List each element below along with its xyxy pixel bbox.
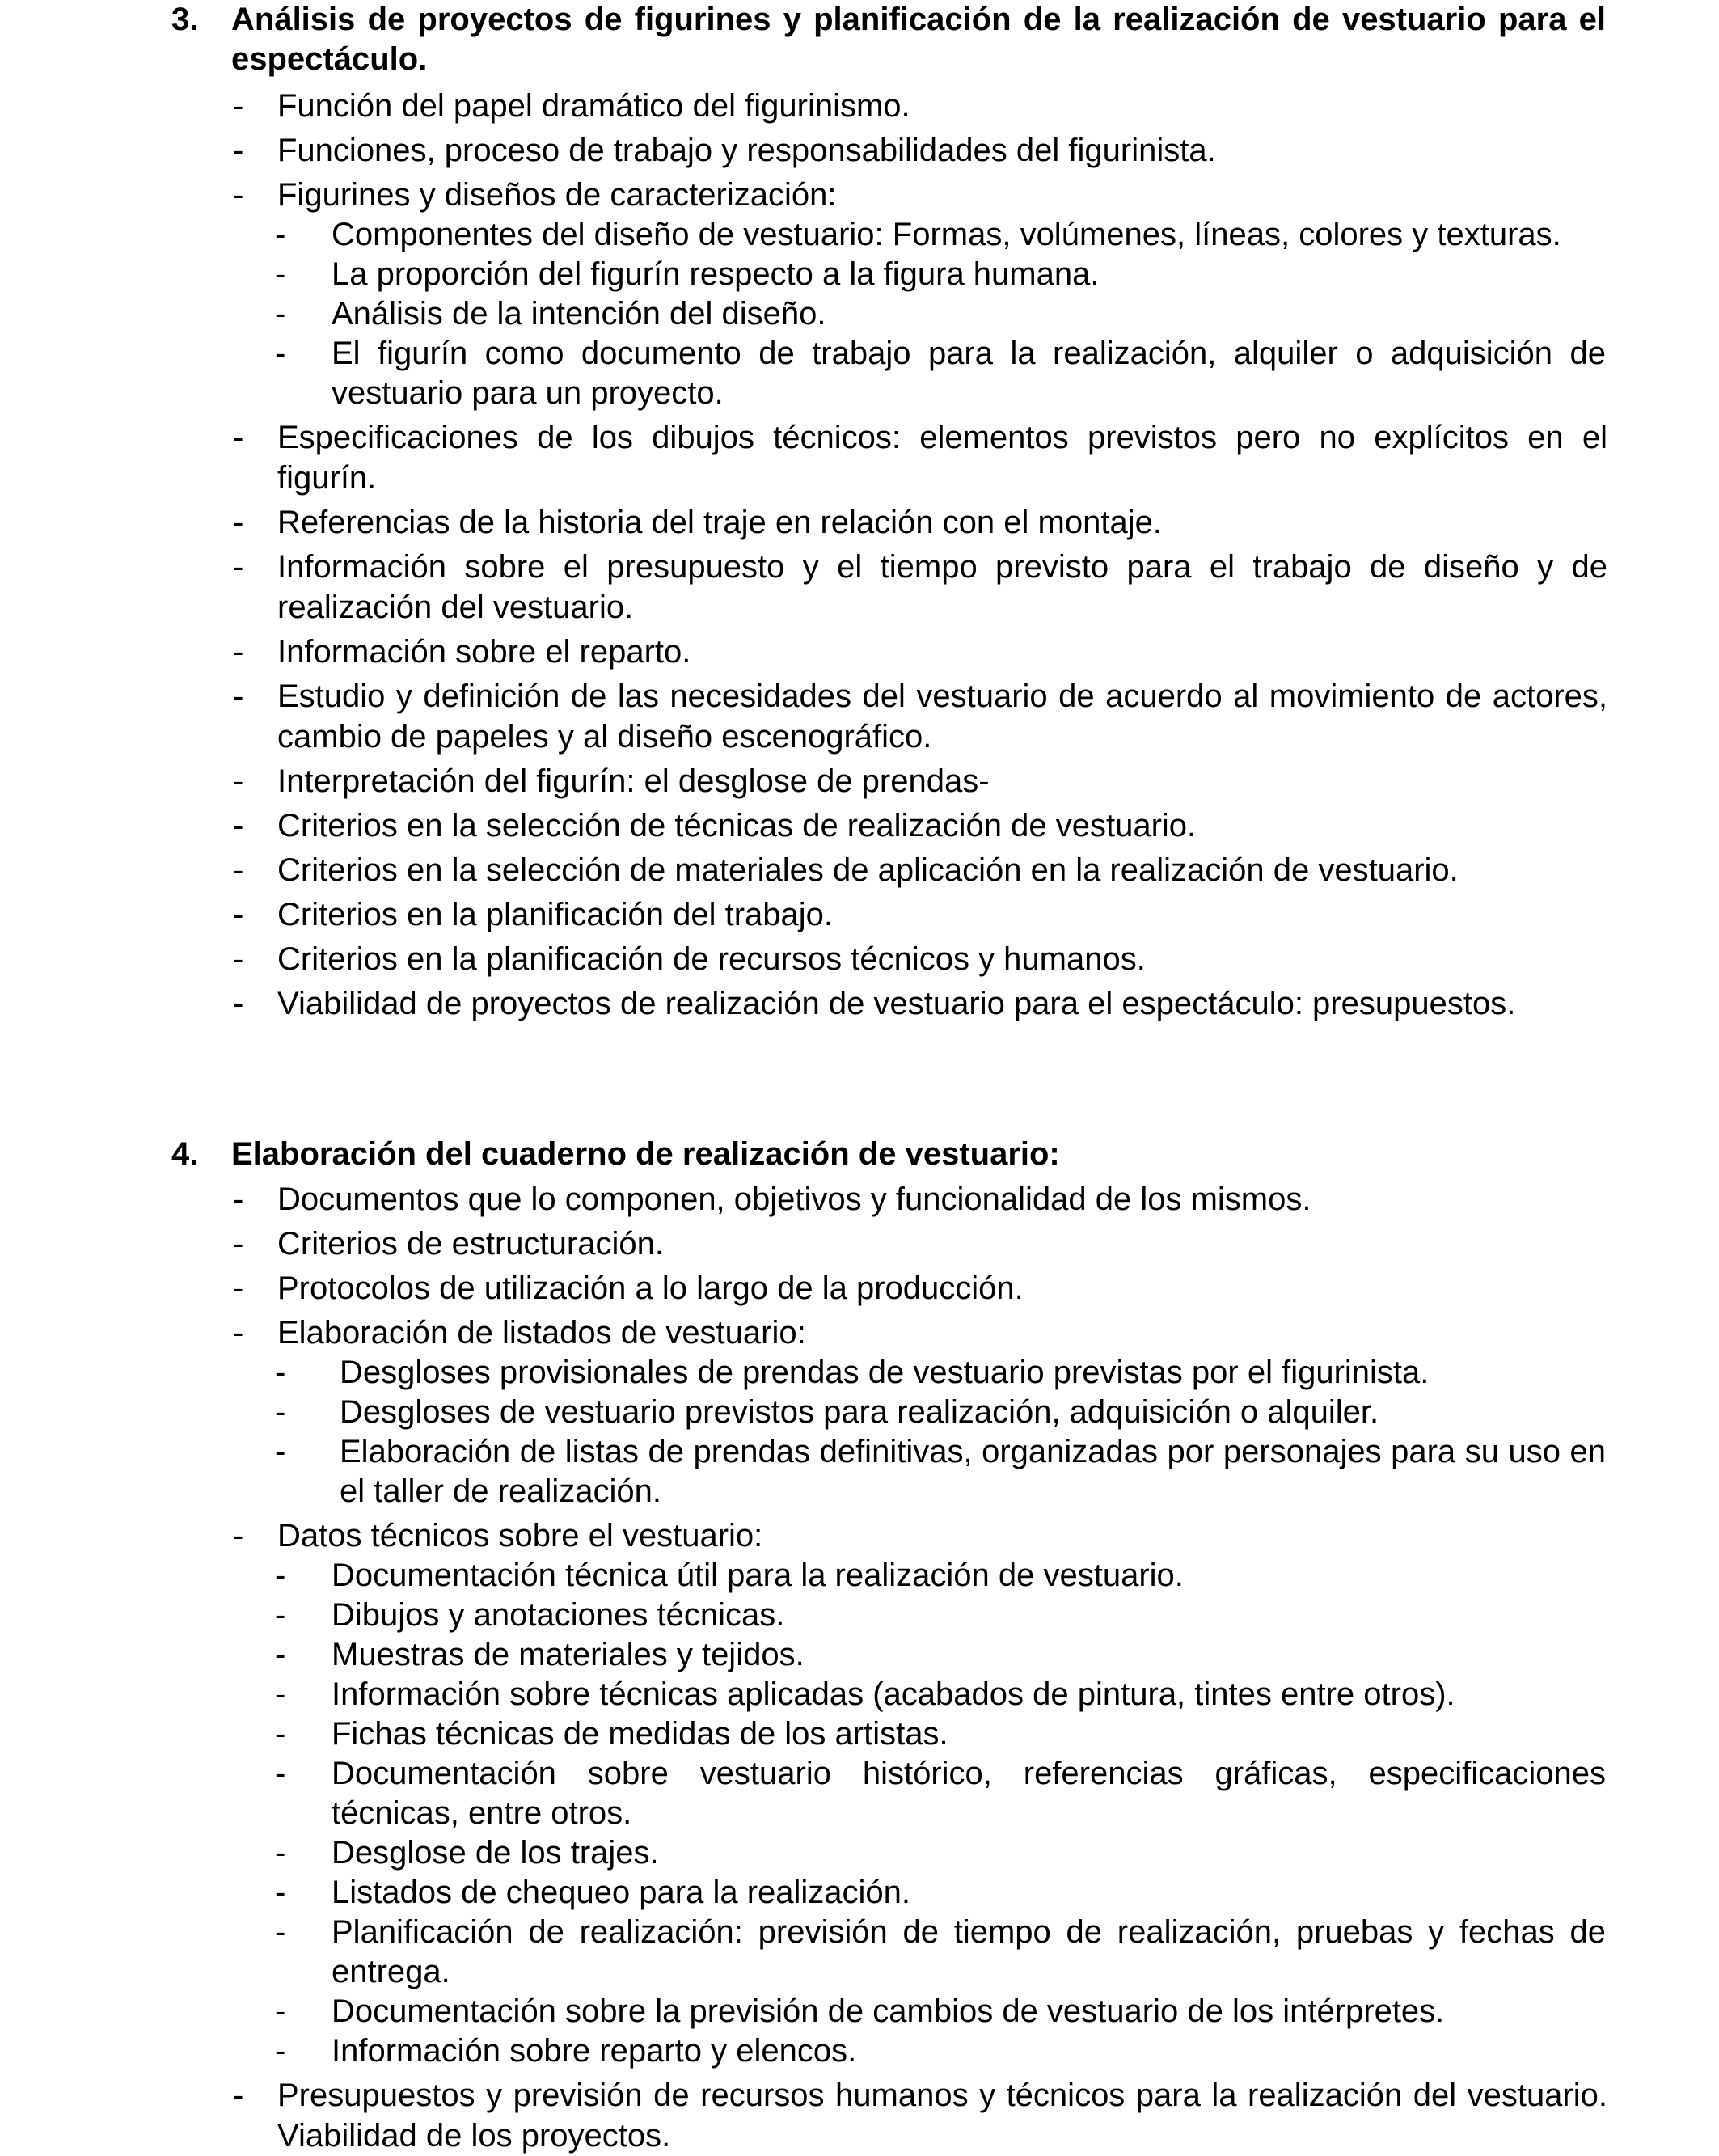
list-item-text: Presupuestos y previsión de recursos humanos y técnicos para la realización del vestuario. Viabilidad de los proyectos. bbox=[277, 2078, 1607, 2154]
list-item bbox=[233, 502, 1607, 543]
bullet-dash: - bbox=[233, 1270, 244, 1306]
list-item bbox=[233, 850, 1607, 890]
bullet-dash: - bbox=[233, 634, 244, 670]
list-item bbox=[233, 86, 1607, 126]
sub-list-item bbox=[275, 1992, 1606, 2031]
sub-list-item bbox=[275, 2031, 1606, 2071]
bullet-dash: - bbox=[233, 1518, 244, 1554]
section-number: 3. bbox=[171, 2, 199, 37]
sub-list-item-text: Planificación de realización: previsión de tiempo de realización, pruebas y fechas de entrega. bbox=[332, 1914, 1606, 1989]
bullet-dash: - bbox=[275, 1355, 286, 1390]
bullet-dash: - bbox=[233, 808, 244, 843]
sub-list-item bbox=[275, 1873, 1606, 1913]
sub-list-item-text: Documentación técnica útil para la realización de vestuario. bbox=[332, 1558, 1184, 1593]
bullet-dash: - bbox=[233, 88, 244, 124]
sub-list-item-text: Elaboración de listas de prendas definitivas, organizadas por personajes para su uso en el taller de realización. bbox=[340, 1434, 1606, 1509]
section-title: Elaboración del cuaderno de realización de vestuario: bbox=[231, 1136, 1060, 1172]
sub-list-item bbox=[275, 1393, 1606, 1432]
list-item-text: Interpretación del figurín: el desglose de prendas- bbox=[277, 763, 990, 799]
list-item-text: Estudio y definición de las necesidades del vestuario de acuerdo al movimiento de actores, cambio de papeles y al diseño escenográfico. bbox=[277, 679, 1607, 755]
list-item-text: Datos técnicos sobre el vestuario: bbox=[277, 1518, 763, 1554]
bullet-dash: - bbox=[233, 763, 244, 799]
list-item bbox=[233, 676, 1607, 757]
bullet-dash: - bbox=[233, 1226, 244, 1262]
bullet-dash: - bbox=[233, 505, 244, 540]
bullet-dash: - bbox=[233, 679, 244, 714]
bullet-dash: - bbox=[233, 1182, 244, 1217]
list-item bbox=[233, 894, 1607, 935]
section-4 bbox=[0, 1135, 1719, 2156]
bullet-dash: - bbox=[275, 1637, 286, 1672]
list-item-text: Información sobre el reparto. bbox=[277, 634, 691, 670]
list-item-text: Referencias de la historia del traje en relación con el montaje. bbox=[277, 505, 1162, 540]
list-item-text: Viabilidad de proyectos de realización de vestuario para el espectáculo: presupuestos. bbox=[277, 986, 1516, 1021]
sub-list-item-text: Documentación sobre la previsión de cambios de vestuario de los intérpretes. bbox=[332, 1993, 1445, 2029]
bullet-dash: - bbox=[275, 217, 286, 252]
bullet-dash: - bbox=[233, 986, 244, 1021]
sub-list-item bbox=[275, 1714, 1606, 1754]
list-item bbox=[233, 130, 1607, 171]
bullet-dash: - bbox=[275, 1597, 286, 1633]
list-item bbox=[233, 761, 1607, 801]
sub-list-item bbox=[275, 255, 1606, 294]
sub-list-item-text: El figurín como documento de trabajo para la realización, alquiler o adquisición de vestuario para un proyecto. bbox=[332, 336, 1606, 411]
sub-list-item-text: Dibujos y anotaciones técnicas. bbox=[332, 1597, 785, 1633]
section-3 bbox=[0, 0, 1719, 1024]
sub-list-item-text: Listados de chequeo para la realización. bbox=[332, 1875, 911, 1910]
list-item bbox=[233, 805, 1607, 846]
list-item-text: Criterios en la selección de materiales de aplicación en la realización de vestuario. bbox=[277, 852, 1459, 888]
list-item-text: Funciones, proceso de trabajo y responsabilidades del figurinista. bbox=[277, 133, 1216, 168]
bullet-dash: - bbox=[233, 549, 244, 585]
list-item bbox=[233, 1516, 1607, 1556]
bullet-dash: - bbox=[275, 1434, 286, 1469]
bullet-dash: - bbox=[233, 133, 244, 168]
bullet-dash: - bbox=[275, 1756, 286, 1791]
sub-list-item bbox=[275, 1675, 1606, 1714]
list-item bbox=[233, 1268, 1607, 1308]
list-item-text: Figurines y diseños de caracterización: bbox=[277, 177, 837, 213]
bullet-dash: - bbox=[233, 897, 244, 932]
bullet-dash: - bbox=[275, 1993, 286, 2029]
sub-list-item-text: Componentes del diseño de vestuario: Formas, volúmenes, líneas, colores y texturas. bbox=[332, 217, 1561, 252]
list-item-text: Función del papel dramático del figurinismo. bbox=[277, 88, 910, 124]
sub-list-item bbox=[275, 1353, 1606, 1393]
list-item bbox=[233, 1313, 1607, 1353]
bullet-dash: - bbox=[275, 1394, 286, 1430]
section-title: Análisis de proyectos de figurines y planificación de la realización de vestuario para el espectáculo. bbox=[231, 2, 1606, 77]
sub-list-item-text: Información sobre reparto y elencos. bbox=[332, 2033, 857, 2069]
bullet-dash: - bbox=[233, 941, 244, 977]
sub-list-item bbox=[275, 1432, 1606, 1511]
list-item-text: Criterios de estructuración. bbox=[277, 1226, 664, 1262]
list-item-text: Criterios en la planificación del trabajo. bbox=[277, 897, 834, 932]
sub-list-item bbox=[275, 1833, 1606, 1873]
sub-list-item-text: Información sobre técnicas aplicadas (acabados de pintura, tintes entre otros). bbox=[332, 1676, 1455, 1712]
sub-list-item bbox=[275, 1596, 1606, 1635]
section-heading bbox=[171, 0, 1606, 79]
list-item bbox=[233, 1224, 1607, 1264]
bullet-dash: - bbox=[275, 1875, 286, 1910]
bullet-dash: - bbox=[275, 1676, 286, 1712]
sub-list-item bbox=[275, 1913, 1606, 1992]
sub-list-item bbox=[275, 1754, 1606, 1833]
bullet-dash: - bbox=[233, 2078, 244, 2113]
list-item bbox=[233, 547, 1607, 628]
list-item bbox=[233, 2075, 1607, 2156]
list-item bbox=[233, 632, 1607, 672]
sub-list-item bbox=[275, 294, 1606, 334]
bullet-dash: - bbox=[233, 1315, 244, 1351]
list-item bbox=[233, 175, 1607, 215]
bullet-dash: - bbox=[275, 296, 286, 332]
list-item-text: Documentos que lo componen, objetivos y funcionalidad de los mismos. bbox=[277, 1182, 1311, 1217]
bullet-dash: - bbox=[275, 1835, 286, 1871]
bullet-dash: - bbox=[275, 1558, 286, 1593]
bullet-dash: - bbox=[275, 336, 286, 371]
sub-list-item bbox=[275, 334, 1606, 413]
bullet-dash: - bbox=[233, 177, 244, 213]
sub-list-item bbox=[275, 215, 1606, 255]
list-item-text: Elaboración de listados de vestuario: bbox=[277, 1315, 806, 1351]
sub-list-item-text: Documentación sobre vestuario histórico, referencias gráficas, especificaciones técnicas, entre otros. bbox=[332, 1756, 1606, 1831]
section-heading bbox=[171, 1135, 1606, 1174]
list-item-text: Criterios en la selección de técnicas de realización de vestuario. bbox=[277, 808, 1197, 843]
list-item bbox=[233, 983, 1607, 1024]
list-item bbox=[233, 939, 1607, 979]
list-item-text: Protocolos de utilización a lo largo de la producción. bbox=[277, 1270, 1024, 1306]
sub-list-item-text: Desgloses de vestuario previstos para realización, adquisición o alquiler. bbox=[340, 1394, 1379, 1430]
bullet-dash: - bbox=[233, 420, 244, 455]
bullet-dash: - bbox=[275, 1716, 286, 1752]
sub-list-item bbox=[275, 1556, 1606, 1596]
section-number: 4. bbox=[171, 1136, 199, 1172]
list-item-text: Criterios en la planificación de recursos técnicos y humanos. bbox=[277, 941, 1146, 977]
bullet-dash: - bbox=[275, 256, 286, 292]
bullet-dash: - bbox=[275, 2033, 286, 2069]
sub-list-item-text: Desgloses provisionales de prendas de vestuario previstas por el figurinista. bbox=[340, 1355, 1430, 1390]
list-item-text: Especificaciones de los dibujos técnicos: elementos previstos pero no explícitos en el figurín. bbox=[277, 420, 1607, 496]
sub-list-item-text: Análisis de la intención del diseño. bbox=[332, 296, 826, 332]
sub-list-item-text: Muestras de materiales y tejidos. bbox=[332, 1637, 805, 1672]
bullet-dash: - bbox=[275, 1914, 286, 1950]
sub-list-item bbox=[275, 1635, 1606, 1675]
list-item bbox=[233, 1179, 1607, 1220]
list-item-text: Información sobre el presupuesto y el tiempo previsto para el trabajo de diseño y de realización del vestuario. bbox=[277, 549, 1607, 625]
bullet-dash: - bbox=[233, 852, 244, 888]
sub-list-item-text: Desglose de los trajes. bbox=[332, 1835, 659, 1871]
sub-list-item-text: Fichas técnicas de medidas de los artistas. bbox=[332, 1716, 948, 1752]
list-item bbox=[233, 417, 1607, 498]
sub-list-item-text: La proporción del figurín respecto a la figura humana. bbox=[332, 256, 1100, 292]
